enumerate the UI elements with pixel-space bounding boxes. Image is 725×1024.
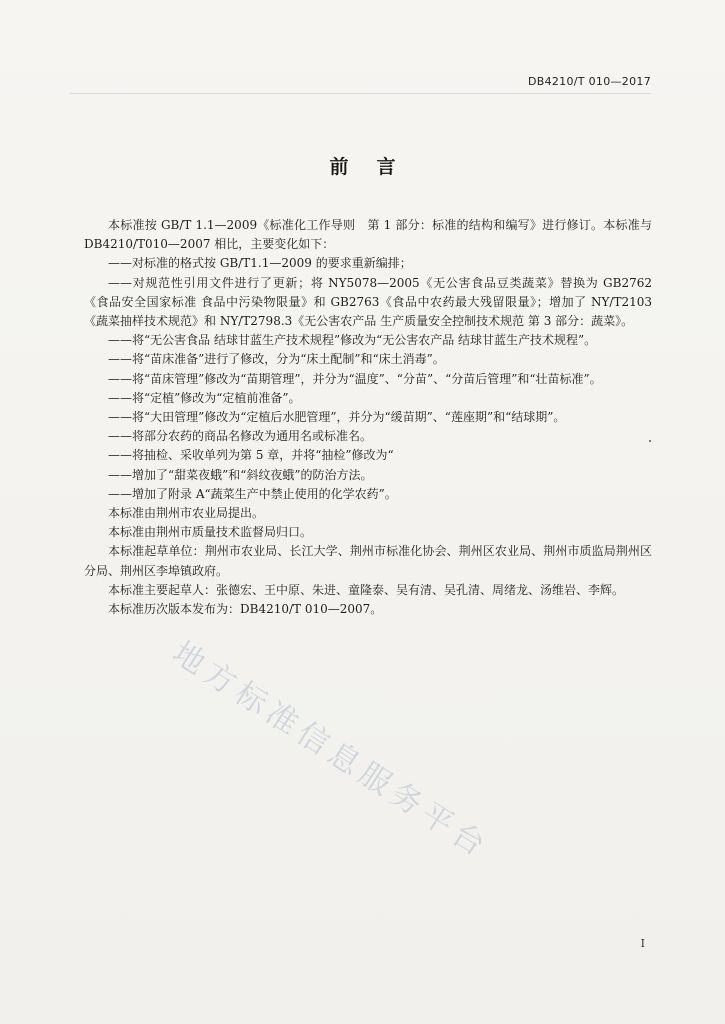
paragraph-change-11: ——增加了附录 A“蔬菜生产中禁止使用的化学农药”。	[108, 486, 397, 501]
paragraph-change-10: ——增加了“甜菜夜蛾”和“斜纹夜蛾”的防治方法。	[108, 467, 373, 482]
page-title: 前言	[329, 156, 424, 178]
paragraph-change-6: ——将“定植”修改为“定植前准备”。	[108, 390, 301, 405]
foreword-body	[84, 216, 652, 619]
paragraph-change-4: ——将“苗床准备”进行了修改，分为“床土配制”和“床土消毒”。	[108, 352, 445, 367]
paragraph-change-2: ——对规范性引用文件进行了更新；将 NY5078—2005《无公害食品豆类蔬菜》替换为 GB2762《食品安全国家标准 食品中污染物限量》和 GB2763《食品中农药最大残留限量》；增加了 NY/T2103《蔬菜抽样技术规范》和 NY/T2798.3《无公害农产品 生产质量安全控制技术规范 第 3 部分：蔬菜》。	[84, 275, 652, 329]
paragraph-proposer: 本标准由荆州市农业局提出。	[108, 506, 265, 521]
stray-mark	[649, 440, 651, 442]
header-rule	[70, 93, 651, 94]
document-code: DB4210/T 010—2017	[527, 75, 651, 88]
paragraph-change-5: ——将“苗床管理”修改为“苗期管理”，并分为“温度”、“分苗”、“分苗后管理”和“壮苗标准”。	[108, 371, 602, 386]
paragraph-change-9: ——将抽检、采收单列为第 5 章，并将“抽检”修改为“	[108, 448, 394, 463]
paragraph-change-3: ——将“无公害食品 结球甘蓝生产技术规程”修改为“无公害农产品 结球甘蓝生产技术规程”。	[108, 333, 597, 348]
paragraph-change-8: ——将部分农药的商品名修改为通用名或标准名。	[108, 429, 373, 444]
paragraph-change-7: ——将“大田管理”修改为“定植后水肥管理”，并分为“缓苗期”、“莲座期”和“结球期”。	[108, 410, 566, 425]
paragraph-change-1: ——对标准的格式按 GB/T1.1—2009 的要求重新编排；	[108, 256, 412, 271]
paragraph-administrator: 本标准由荆州市质量技术监督局归口。	[108, 525, 313, 540]
paragraph-drafting-units: 本标准起草单位：荆州市农业局、长江大学、荆州市标准化协会、荆州区农业局、荆州市质监局荆州区分局、荆州区李埠镇政府。	[84, 544, 652, 578]
paragraph-drafters: 本标准主要起草人：张德宏、王中原、朱进、童隆泰、吴有清、吴孔清、周绪龙、汤维岩、李辉。	[108, 582, 625, 597]
watermark: 地方标准信息服务平台	[166, 634, 496, 867]
paragraph-history: 本标准历次版本发布为：DB4210/T 010—2007。	[108, 602, 383, 617]
paragraph-intro: 本标准按 GB/T 1.1—2009《标准化工作导则 第 1 部分：标准的结构和编写》进行修订。本标准与 DB4210/T010—2007 相比，主要变化如下：	[84, 218, 652, 252]
page-number: I	[640, 937, 645, 950]
